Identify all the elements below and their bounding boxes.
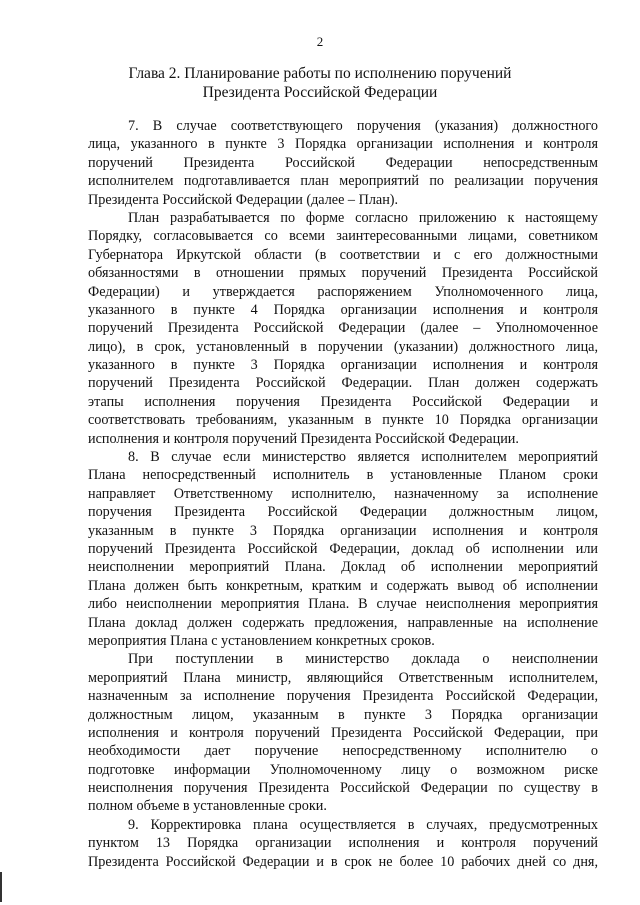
paragraph-line: Плана должен быть конкретным, кратким и содержать вывод об исполнении xyxy=(88,577,598,594)
paragraph xyxy=(88,650,598,816)
paragraph-line: 9. Корректировка плана осуществляется в случаях, предусмотренных xyxy=(128,816,598,833)
paragraph xyxy=(88,209,598,448)
paragraph-line: либо неисполнении мероприятия Плана. В случае неисполнения мероприятия xyxy=(88,596,598,613)
paragraph-line: Президента Российской Федерации (далее – План). xyxy=(88,191,399,208)
paragraph-line: Президента Российской Федерации и в срок не более 10 рабочих дней со дня, xyxy=(88,853,598,870)
paragraph-line: направляет Ответственному исполнителю, назначенному за исполнение xyxy=(88,485,598,502)
paragraph-line: При поступлении в министерство доклада о неисполнении xyxy=(128,651,598,668)
paragraph xyxy=(88,816,598,871)
chapter-title xyxy=(0,64,640,102)
paragraph xyxy=(88,448,598,650)
paragraph-line: соответствовать требованиям, указанным в пункте 10 Порядка организации xyxy=(88,412,598,429)
document-body xyxy=(88,117,598,871)
paragraph-line: поручения Президента Российской Федерации должностным лицом, xyxy=(88,504,598,521)
paragraph-line: лица, указанного в пункте 3 Порядка организации исполнения и контроля xyxy=(88,136,598,153)
paragraph-line: исполнителем подготавливается план мероприятий по реализации поручения xyxy=(88,173,598,190)
paragraph-line: поручений Президента Российской Федерации, доклад об исполнении или xyxy=(88,540,598,557)
paragraph-line: Губернатора Иркутской области (в соответствии и с его должностными xyxy=(88,246,598,263)
paragraph-line: исполнения и контроля поручений Президента Российской Федерации, при xyxy=(88,724,598,741)
paragraph-line: План разрабатывается по форме согласно приложению к настоящему xyxy=(128,209,598,226)
paragraph-line: поручений Президента Российской Федерации (далее – Уполномоченное xyxy=(88,320,598,337)
paragraph-line: неисполнении мероприятий Плана. Доклад об исполнении мероприятий xyxy=(88,559,598,576)
paragraph-line: полном объеме в установленные сроки. xyxy=(88,798,327,815)
paragraph-line: указанного в пункте 3 Порядка организации исполнения и контроля xyxy=(88,357,598,374)
paragraph-line: этапы исполнения поручения Президента Российской Федерации и xyxy=(88,393,598,410)
paragraph-line: обязанностями в отношении прямых поручений Президента Российской xyxy=(88,265,598,282)
paragraph-line: 7. В случае соответствующего поручения (указания) должностного xyxy=(128,118,598,134)
paragraph-line: поручений Президента Российской Федерации непосредственным xyxy=(88,154,598,171)
paragraph-line: указанного в пункте 4 Порядка организации исполнения и контроля xyxy=(88,301,598,318)
paragraph-line: исполнения и контроля поручений Президента Российской Федерации. xyxy=(88,430,519,447)
paragraph-line: Порядку, согласовывается со всеми заинтересованными лицами, советником xyxy=(88,228,598,245)
paragraph-line: Федерации) и утверждается распоряжением Уполномоченного лица, xyxy=(88,283,598,300)
paragraph-line: должностным лицом, указанным в пункте 3 Порядка организации xyxy=(88,706,598,723)
paragraph-line: подготовке информации Уполномоченному лицу о возможном риске xyxy=(88,761,598,778)
paragraph-line: 8. В случае если министерство является исполнителем мероприятий xyxy=(128,449,598,466)
paragraph-line: назначенным за исполнение поручения Президента Российской Федерации, xyxy=(88,688,598,705)
paragraph xyxy=(88,117,598,209)
paragraph-line: лицо), в срок, установленный в поручении (указании) должностного лица, xyxy=(88,338,598,355)
paragraph-line: мероприятий Плана министр, являющийся Ответственным исполнителем, xyxy=(88,669,598,686)
paragraph-line: пунктом 13 Порядка организации исполнения и контроля поручений xyxy=(88,835,598,852)
page-number: 2 xyxy=(316,34,324,49)
paragraph-line: необходимости дает поручение непосредственному исполнителю о xyxy=(88,743,598,760)
paragraph-line: поручений Президента Российской Федерации. План должен содержать xyxy=(88,375,598,392)
paragraph-line: Плана доклад должен содержать предложения, направленные на исполнение xyxy=(88,614,598,631)
paragraph-line: мероприятия Плана с установлением конкретных сроков. xyxy=(88,632,435,649)
chapter-title-line-2: Президента Российской Федерации xyxy=(202,84,438,101)
paragraph-line: Плана непосредственный исполнитель в установленные Планом сроки xyxy=(88,467,598,484)
chapter-title-line-1: Глава 2. Планирование работы по исполнению поручений xyxy=(128,65,512,82)
paragraph-line: указанным в пункте 3 Порядка организации исполнения и контроля xyxy=(88,522,598,539)
paragraph-line: неисполнения поручения Президента Российской Федерации по существу в xyxy=(88,780,598,797)
scan-edge-mark xyxy=(0,872,2,902)
